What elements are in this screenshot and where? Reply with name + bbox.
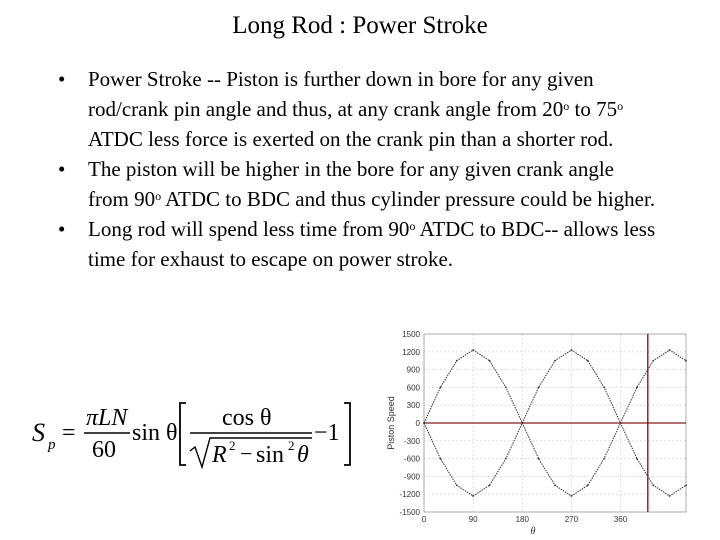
bullet-text: Long rod will spend less time from 90 — [88, 217, 410, 241]
series-point — [521, 422, 523, 424]
series-point — [439, 387, 441, 389]
series-point — [603, 458, 605, 460]
series-point — [652, 484, 654, 486]
y-tick-label: 600 — [406, 383, 420, 393]
bullet-dot-icon: • — [58, 157, 66, 181]
formula-inner-den-sin: sin — [256, 442, 285, 468]
formula-bracket-left — [180, 403, 186, 465]
bullet-dot-icon: • — [58, 67, 66, 91]
series-point — [669, 349, 671, 351]
formula-lhs: S — [32, 418, 45, 447]
series-point — [472, 495, 474, 497]
bullet-item — [58, 154, 658, 214]
series-point — [505, 458, 507, 460]
bullet-text: ATDC to BDC-- allows less time for exhaust to escape on power stroke. — [88, 217, 656, 271]
series-point — [538, 387, 540, 389]
formula-inner-den-minus: − — [240, 441, 253, 466]
series-point — [636, 387, 638, 389]
piston-speed-chart — [380, 322, 700, 536]
bullet-text: The piston will be higher in the bore for any given crank angle from 90 — [88, 157, 615, 211]
formula-inner-den-exp: 2 — [229, 438, 236, 453]
formula-minus-one: −1 — [314, 420, 340, 446]
x-axis-label: θ — [530, 526, 536, 536]
bullet-item — [58, 214, 658, 274]
y-tick-label: 900 — [406, 365, 420, 375]
y-tick-label: 300 — [406, 401, 420, 411]
y-axis-label: Piston Speed — [386, 396, 396, 450]
series-point — [489, 360, 491, 362]
series-point — [472, 349, 474, 351]
bullet-text: ATDC to BDC and thus cylinder pressure could be higher. — [161, 187, 656, 211]
series-point — [685, 484, 687, 486]
series-point — [570, 495, 572, 497]
y-tick-label: -900 — [403, 472, 420, 482]
x-tick-label: 270 — [564, 515, 579, 524]
y-tick-label: -300 — [403, 436, 420, 446]
y-tick-label: -600 — [403, 454, 420, 464]
series-point — [456, 360, 458, 362]
x-tick-label: 90 — [468, 515, 478, 524]
series-point — [669, 495, 671, 497]
degree-mark: o — [409, 219, 416, 233]
series-point — [554, 360, 556, 362]
x-tick-label: 180 — [515, 515, 529, 524]
formula-inner-den-R: R — [212, 442, 227, 468]
bullet-list — [58, 64, 658, 274]
series-point — [489, 484, 491, 486]
series-point — [456, 484, 458, 486]
series-point — [587, 360, 589, 362]
bullet-text: ATDC less force is exerted on the crank pin than a shorter rod. — [88, 127, 614, 151]
series-point — [439, 458, 441, 460]
formula-frac-num: πLN — [86, 405, 128, 431]
series-point — [570, 349, 572, 351]
formula-inner-num: cos θ — [222, 405, 272, 431]
series-point — [538, 458, 540, 460]
series-point — [636, 458, 638, 460]
piston-speed-formula — [30, 395, 360, 475]
y-tick-label: -1500 — [399, 508, 420, 517]
formula-bracket-right — [344, 403, 350, 465]
slide-title: Long Rod : Power Stroke — [232, 12, 488, 39]
series-point — [587, 484, 589, 486]
series-point — [652, 360, 654, 362]
series-point — [603, 387, 605, 389]
bullet-text: to 75 — [569, 97, 618, 121]
y-tick-label: 0 — [415, 419, 420, 428]
series-point — [505, 387, 507, 389]
series-point — [620, 422, 622, 424]
series-point — [554, 484, 556, 486]
series-point — [423, 422, 425, 424]
degree-mark: o — [563, 99, 570, 113]
series-point — [685, 360, 687, 362]
formula-sin-theta: sin θ — [132, 420, 178, 446]
bullet-text: Power Stroke -- Piston is further down in bore for any given rod/crank pin angle and thus, at any crank angle from 20 — [88, 67, 594, 121]
bullet-dot-icon: • — [58, 217, 66, 241]
degree-mark: o — [155, 189, 162, 203]
formula-frac-den: 60 — [92, 437, 116, 463]
formula-equals: = — [62, 420, 76, 446]
x-tick-label: 360 — [613, 515, 628, 524]
formula-lhs-sub: p — [48, 437, 56, 453]
y-tick-label: -1200 — [399, 490, 420, 500]
bullet-item — [58, 64, 658, 154]
degree-mark: o — [617, 99, 624, 113]
formula-inner-den-theta: θ — [297, 442, 309, 468]
y-tick-label: 1200 — [402, 347, 420, 357]
x-tick-label: 0 — [421, 515, 427, 524]
y-tick-label: 1500 — [402, 330, 420, 339]
formula-inner-den-exp2: 2 — [288, 438, 295, 453]
